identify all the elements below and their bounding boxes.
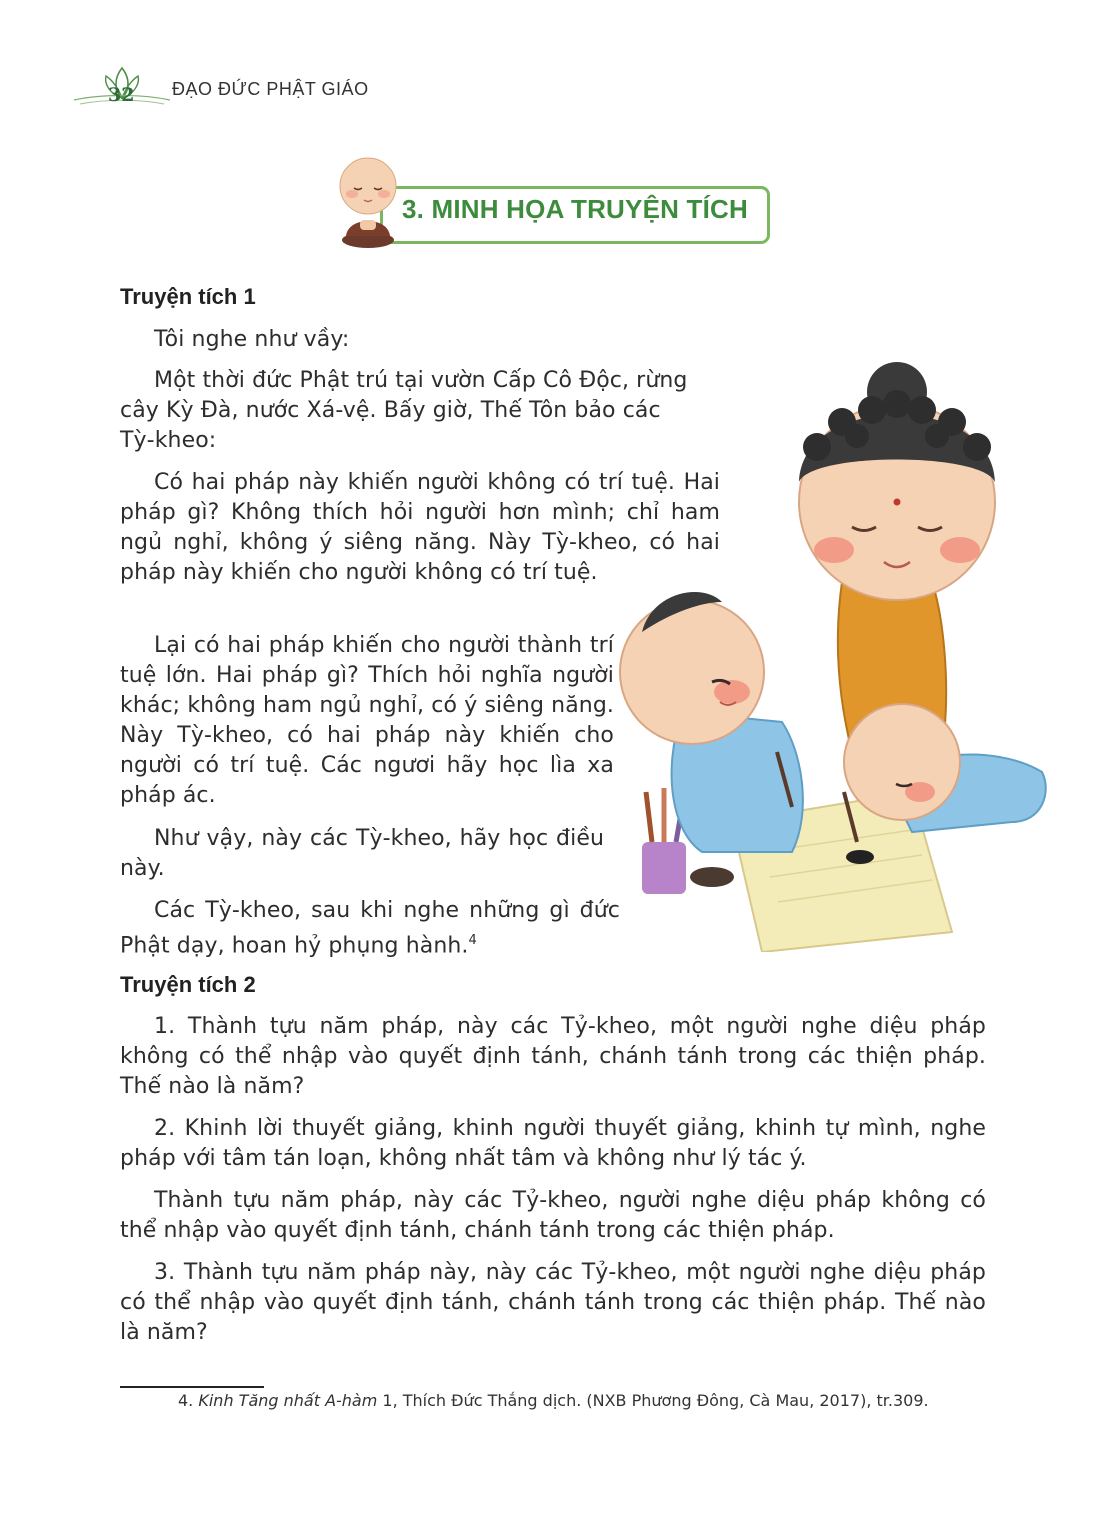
footnote-source-rest: 1, Thích Đức Thắng dịch. (NXB Phương Đông, Cà Mau, 2017), tr.309. xyxy=(377,1391,929,1410)
story-1-para-3: Có hai pháp này khiến người không có trí tuệ. Hai pháp gì? Không thích hỏi người hơn mình; chỉ ham ngủ nghỉ, không ý siêng năng. Này Tỳ-kheo, có hai pháp này khiến cho người không có trí tuệ. xyxy=(120,470,720,585)
story-1-para-2-line-3: Tỳ-kheo: xyxy=(120,428,217,453)
story-1-para-2-line-1: Một thời đức Phật trú tại vườn Cấp Cô Độc, rừng xyxy=(154,368,688,393)
running-title: ĐẠO ĐỨC PHẬT GIÁO xyxy=(172,79,369,99)
story-1-para-5: Như vậy, này các Tỳ-kheo, hãy học điều này. xyxy=(120,826,604,881)
footnote-ref: 4 xyxy=(468,933,477,948)
story-1-heading: Truyện tích 1 xyxy=(120,284,256,309)
story-1-para-1: Tôi nghe như vầy: xyxy=(154,327,350,352)
footnote-source-title: Kinh Tăng nhất A-hàm xyxy=(198,1391,378,1410)
footnote-rule xyxy=(120,1386,264,1388)
monk-icon xyxy=(330,150,410,250)
story-1-para-6-text: Các Tỳ-kheo, sau khi nghe những gì đức Phật dạy, hoan hỷ phụng hành. xyxy=(120,898,620,959)
buddha-monks-illustration xyxy=(612,352,1062,952)
story-2-para-1: 1. Thành tựu năm pháp, này các Tỷ-kheo, một người nghe diệu pháp không có thể nhập vào quyết định tánh, chánh tánh trong các thiện pháp. Thế nào là năm? xyxy=(120,1014,986,1099)
story-1-para-4: Lại có hai pháp khiến cho người thành trí tuệ lớn. Hai pháp gì? Thích hỏi nghĩa người khác; không ham ngủ nghỉ, có ý siêng năng. Này Tỳ-kheo, có hai pháp này khiến cho người có trí tuệ. Các ngươi hãy học lìa xa pháp ác. xyxy=(120,633,614,808)
story-2-heading: Truyện tích 2 xyxy=(120,972,256,997)
page-header xyxy=(72,64,392,114)
story-2-para-2: 2. Khinh lời thuyết giảng, khinh người thuyết giảng, khinh tự mình, nghe pháp với tâm tán loạn, không nhất tâm và không như lý tác ý. xyxy=(120,1116,986,1171)
story-2-para-3: Thành tựu năm pháp, này các Tỷ-kheo, người nghe diệu pháp không có thể nhập vào quyết định tánh, chánh tánh trong các thiện pháp. xyxy=(120,1188,986,1243)
page-number: 32 xyxy=(108,84,135,106)
section-title: 3. MINH HỌA TRUYỆN TÍCH xyxy=(402,194,748,224)
story-1-para-6 xyxy=(120,896,620,961)
section-heading xyxy=(330,150,770,250)
footnote xyxy=(120,1390,988,1412)
footnote-number: 4. xyxy=(178,1391,194,1410)
story-2-para-4: 3. Thành tựu năm pháp này, này các Tỷ-kheo, một người nghe diệu pháp có thể nhập vào quyết định tánh, chánh tánh trong các thiện pháp. Thế nào là năm? xyxy=(120,1260,986,1345)
story-1-para-2-line-2: cây Kỳ Đà, nước Xá-vệ. Bấy giờ, Thế Tôn bảo các xyxy=(120,398,661,423)
